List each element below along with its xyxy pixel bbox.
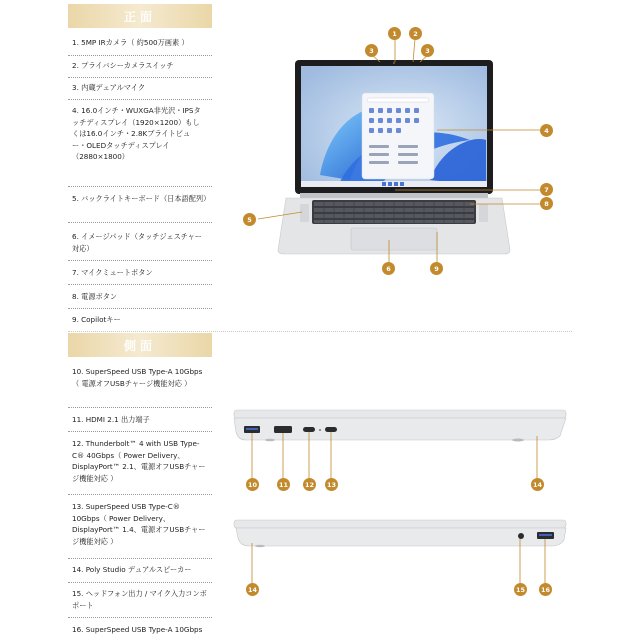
side-section-header: 側面 [68,333,212,357]
callout-badge-13: 13 [325,478,338,491]
callout-badge-10: 10 [246,478,259,491]
side-item-11: 11. HDMI 2.1 出力端子 [72,415,150,424]
front-section-header: 正面 [68,4,212,28]
callout-badge-14-bottom: 14 [246,583,259,596]
front-item-8: 8. 電源ボタン [72,292,118,301]
side-item-13: 13. SuperSpeed USB Type-C® 10Gbps（ Power Delivery、DisplayPort™ 1.4、電源オフUSBチャージ機能対応 ） [72,502,206,546]
side-item-15: 15. ヘッドフォン出力 / マイク入力コンボポート [72,589,207,610]
callout-badge-9: 9 [430,262,443,275]
callout-badge-5: 5 [243,213,256,226]
front-item-2: 2. プライバシーカメラスイッチ [72,61,174,70]
front-item-6: 6. イメージパッド（タッチジェスチャー対応） [72,232,202,253]
callout-badge-3-right: 3 [421,44,434,57]
callout-badge-11: 11 [277,478,290,491]
callout-badge-12: 12 [303,478,316,491]
callout-badge-4: 4 [540,124,553,137]
front-item-7: 7. マイクミュートボタン [72,268,153,277]
callout-badge-3-left: 3 [365,44,378,57]
front-item-5: 5. バックライトキーボード（日本語配列） [72,194,211,203]
callout-badge-8: 8 [540,197,553,210]
callout-badge-6: 6 [382,262,395,275]
side-item-12: 12. Thunderbolt™ 4 with USB Type-C® 40Gbps（ Power Delivery、DisplayPort™ 2.1、電源オフUSBチャージ機能対応 ） [72,439,206,483]
side-item-16: 16. SuperSpeed USB Type-A 10Gbps [72,625,203,634]
side-item-10: 10. SuperSpeed USB Type-A 10Gbps（ 電源オフUSBチャージ機能対応 ） [72,367,203,388]
callout-badge-15: 15 [514,583,527,596]
callout-badge-14-top: 14 [531,478,544,491]
front-item-1: 1. 5MP IRカメラ（ 約500万画素 ） [72,38,189,47]
front-item-9: 9. Copilotキー [72,315,121,324]
callout-badge-7: 7 [540,183,553,196]
callout-badge-16: 16 [539,583,552,596]
front-item-3: 3. 内蔵デュアルマイク [72,83,146,92]
side-item-14: 14. Poly Studio デュアルスピーカー [72,565,192,574]
front-item-4: 4. 16.0インチ・WUXGA非光沢・IPSタッチディスプレイ（1920×1200）もしくは16.0インチ・2.8Kブライトビュー・OLEDタッチディスプレイ（2880×1800） [72,106,201,162]
callout-badge-1: 1 [388,27,401,40]
callout-badge-2: 2 [409,27,422,40]
